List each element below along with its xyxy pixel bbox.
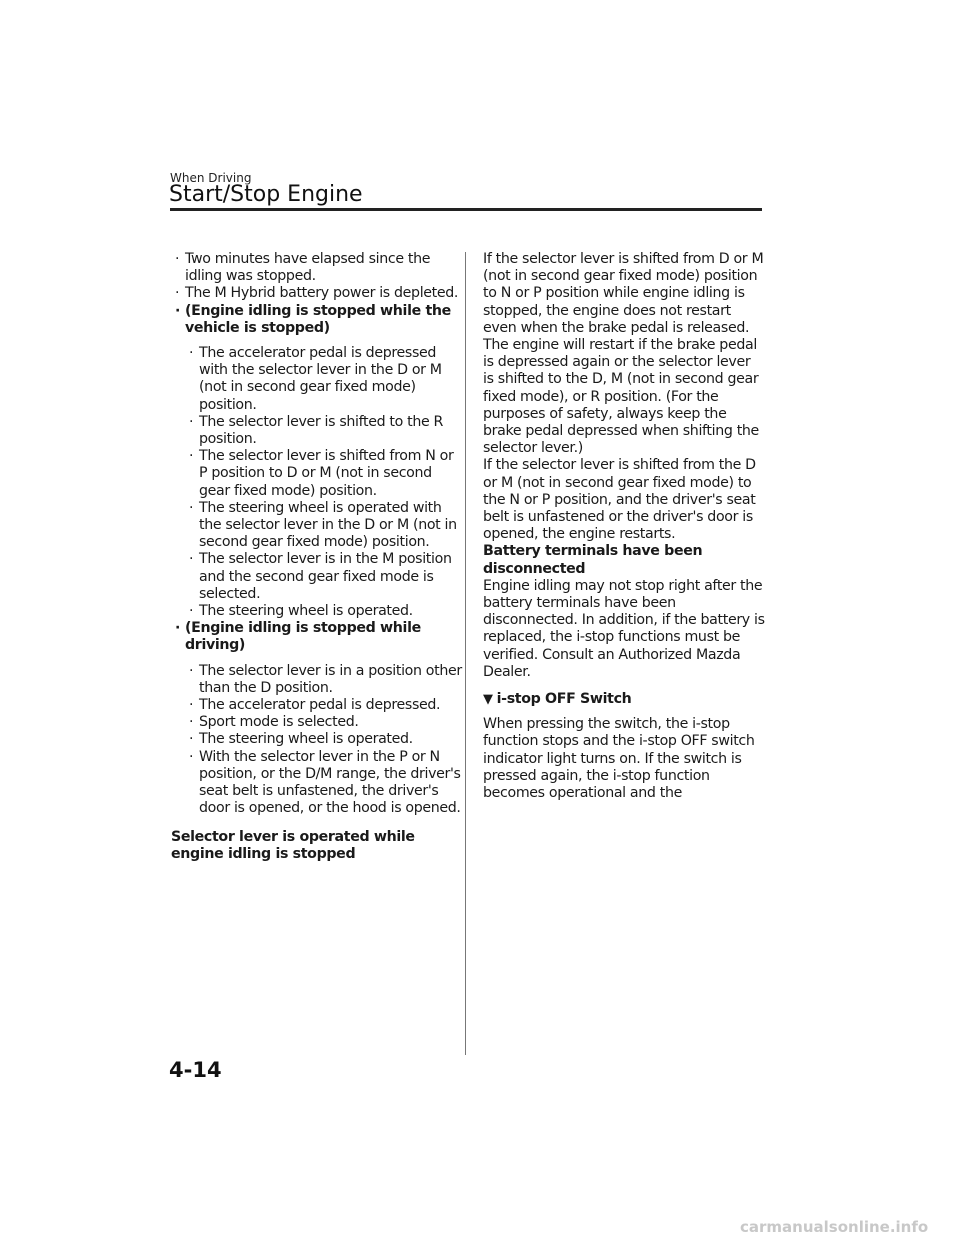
istop-off-section-heading — [483, 691, 765, 708]
condition-group-list — [171, 345, 463, 620]
selector-lever-heading: Selector lever is operated while engine idling is stopped — [171, 828, 415, 862]
sub-bullet-item: · The accelerator pedal is depressed with the selector lever in the D or M (not in second gear fixed mode) position. — [171, 345, 463, 414]
istop-off-paragraph: When pressing the switch, the i-stop function stops and the i-stop OFF switch indicator light turns on. If the switch is pressed again, the i-stop function becomes operational and the — [483, 716, 755, 802]
battery-paragraph: Engine idling may not stop right after the battery terminals have been disconnected. In addition, if the battery is replaced, the i-stop functions must be verified. Consult an Authorized Mazda Dealer. — [483, 577, 765, 680]
watermark: carmanualsonline.info — [740, 1218, 929, 1236]
condition-group-list — [171, 663, 463, 818]
sub-bullet-item: · The steering wheel is operated. — [171, 603, 463, 620]
sub-bullet-item: · The selector lever is in the M position and the second gear fixed mode is selected. — [171, 551, 463, 603]
bullet-item: · The M Hybrid battery power is depleted. — [171, 285, 463, 302]
sub-bullet-item: · Sport mode is selected. — [171, 714, 463, 731]
restart-paragraph: If the selector lever is shifted from the D or M (not in second gear fixed mode) to the N or P position, and the driver's seat belt is unfastened or the driver's door is opened, the engine restarts. — [483, 457, 756, 543]
left-column — [171, 251, 463, 863]
sub-bullet-item: · The selector lever is shifted from N or P position to D or M (not in second gear fixed mode) position. — [171, 448, 463, 500]
sub-bullet-item: · The accelerator pedal is depressed. — [171, 697, 463, 714]
selector-paragraph: If the selector lever is shifted from D or M (not in second gear fixed mode) position to N or P position while engine idling is stopped, the engine does not restart even when the brake pedal is released. The engine will restart if the brake pedal is depressed again or the selector lever is shifted to the D, M (not in second gear fixed mode), or R position. (For the purposes of safety, always keep the brake pedal depressed when shifting the selector lever.) — [483, 251, 764, 457]
page-title: Start/Stop Engine — [169, 182, 363, 207]
sub-bullet-item: · The selector lever is in a position other than the D position. — [171, 663, 463, 697]
battery-heading: Battery terminals have been disconnected — [483, 543, 703, 577]
page-number: 4-14 — [169, 1058, 222, 1082]
sub-bullet-item: · With the selector lever in the P or N position, or the D/M range, the driver's seat belt is unfastened, the driver's door is opened, or the hood is opened. — [171, 749, 463, 818]
istop-off-heading-text: i-stop OFF Switch — [496, 691, 632, 708]
bullet-item: · Two minutes have elapsed since the idling was stopped. — [171, 251, 463, 285]
header-section-label: When Driving — [170, 171, 252, 185]
sub-bullet-item: · The selector lever is shifted to the R position. — [171, 414, 463, 448]
sub-bullet-item: · The steering wheel is operated. — [171, 731, 463, 748]
condition-group-heading: · (Engine idling is stopped while the vehicle is stopped) — [171, 303, 463, 337]
right-column — [483, 251, 765, 802]
triangle-marker-icon: ▼ — [483, 692, 493, 708]
column-divider — [465, 252, 466, 1055]
header-divider — [170, 208, 762, 211]
sub-bullet-item: · The steering wheel is operated with the selector lever in the D or M (not in second gear fixed mode) position. — [171, 500, 463, 552]
condition-group-heading: · (Engine idling is stopped while driving) — [171, 620, 463, 654]
